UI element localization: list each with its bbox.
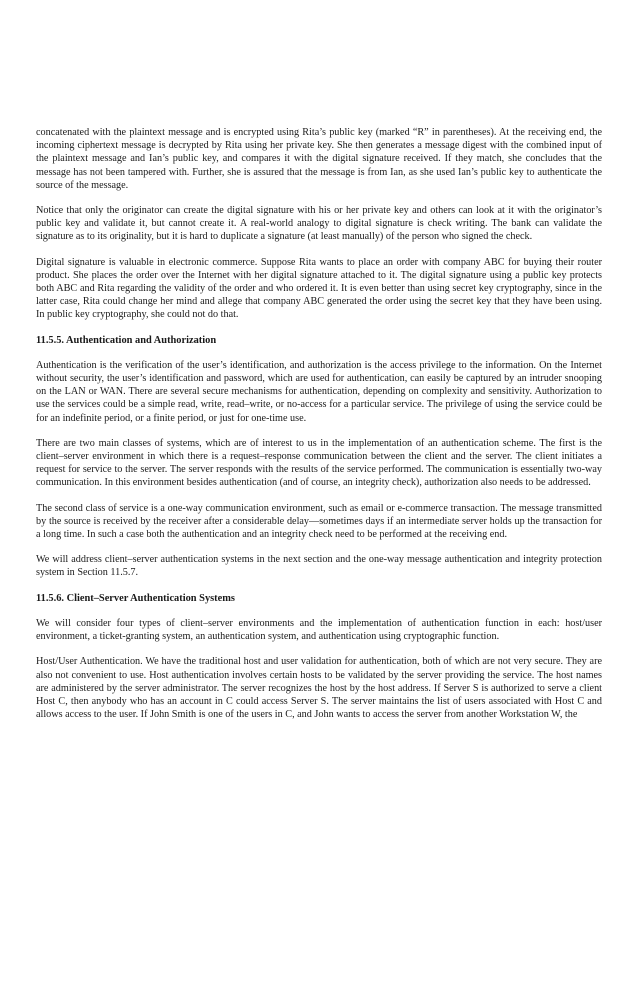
section-heading-authentication-authorization: 11.5.5. Authentication and Authorization: [36, 334, 217, 346]
paragraph-digital-signature-verification: concatenated with the plaintext message and is encrypted using Rita’s public key (marked “R” in parentheses). At the receiving end, the incoming ciphertext message is decrypted by Rita using her private key. She then generates a message digest with the combined input of the plaintext message and Ian’s public key, and compares it with the digital signature received. If they match, she concludes that the message has not been tampered with. Further, she is assured that the message is from Ian, as she used Ian’s public key to authenticate the source of the message.: [36, 127, 602, 191]
paragraph-check-writing-analogy: Notice that only the originator can create the digital signature with his or her private key and others can look at it with the originator’s public key and validate it, but cannot create it. A real-world analogy to digital signature is check writing. The bank can validate the signature as to its originality, but it is hard to duplicate a signature (at least manually) of the person who signed the check.: [36, 205, 602, 243]
paragraph-client-server-class: There are two main classes of systems, which are of interest to us in the implementation of an authentication scheme. The first is the client–server environment in which there is a request–response communication between the client and the server. The client initiates a request for service to the server. The server responds with the results of the service performed. The communication is essentially two-way communication. In this environment besides authentication (and of course, an integrity check), authorization also needs to be addressed.: [36, 437, 602, 489]
paragraph-section-preview: We will address client–server authentication systems in the next section and the one-way message authentication and integrity protection system in Section 11.5.7.: [36, 554, 602, 579]
document-page: [36, 126, 602, 733]
paragraph-host-user-authentication: Host/User Authentication. We have the traditional host and user validation for authentication, both of which are not very secure. They are also not convenient to use. Host authentication involves certain hosts to be validated by the server providing the service. The host names are administered by the server administrator. The server recognizes the host by the host address. If Server S is authorized to serve a client Host C, then anybody who has an account in C could access Server S. The server maintains the list of users associated with Host C and allows access to the user. If John Smith is one of the users in C, and John wants to access the server from another Workstation W, the: [36, 656, 602, 721]
paragraph-electronic-commerce: Digital signature is valuable in electronic commerce. Suppose Rita wants to place an order with company ABC for buying their router product. She places the order over the Internet with her digital signature attached to it. The digital signature using a public key protects both ABC and Rita regarding the validity of the order and who ordered it. It is even better than using secret key cryptography, since in the latter case, Rita could change her mind and allege that company ABC generated the order using the secret key that they have been using. In public key cryptography, she could not do that.: [36, 256, 602, 321]
paragraph-authentication-definition: Authentication is the verification of the user’s identification, and authorization is the access privilege to the information. On the Internet without security, the user’s identification and password, which are used for authentication, can easily be captured by an intruder snooping on the LAN or WAN. There are several secure mechanisms for authentication, depending on complexity and sensitivity. Authorization to use the services could be a simple read, write, read–write, or no-access for a particular service. The privilege of using the service could be for an indefinite period, or a finite period, or just for one-time use.: [36, 359, 602, 424]
paragraph-one-way-class: The second class of service is a one-way communication environment, such as email or e-commerce transaction. The message transmitted by the source is received by the receiver after a considerable delay—sometimes days if an intermediate server holds up the transaction for a long time. In such a case both the authentication and an integrity check need to be performed at the receiving end.: [36, 502, 602, 541]
paragraph-four-environments: We will consider four types of client–server environments and the implementation of authentication function in each: host/user environment, a ticket-granting system, an authentication system, and authentication using cryptographic function.: [36, 617, 602, 643]
section-heading-client-server-authentication: 11.5.6. Client–Server Authentication Systems: [36, 592, 235, 604]
